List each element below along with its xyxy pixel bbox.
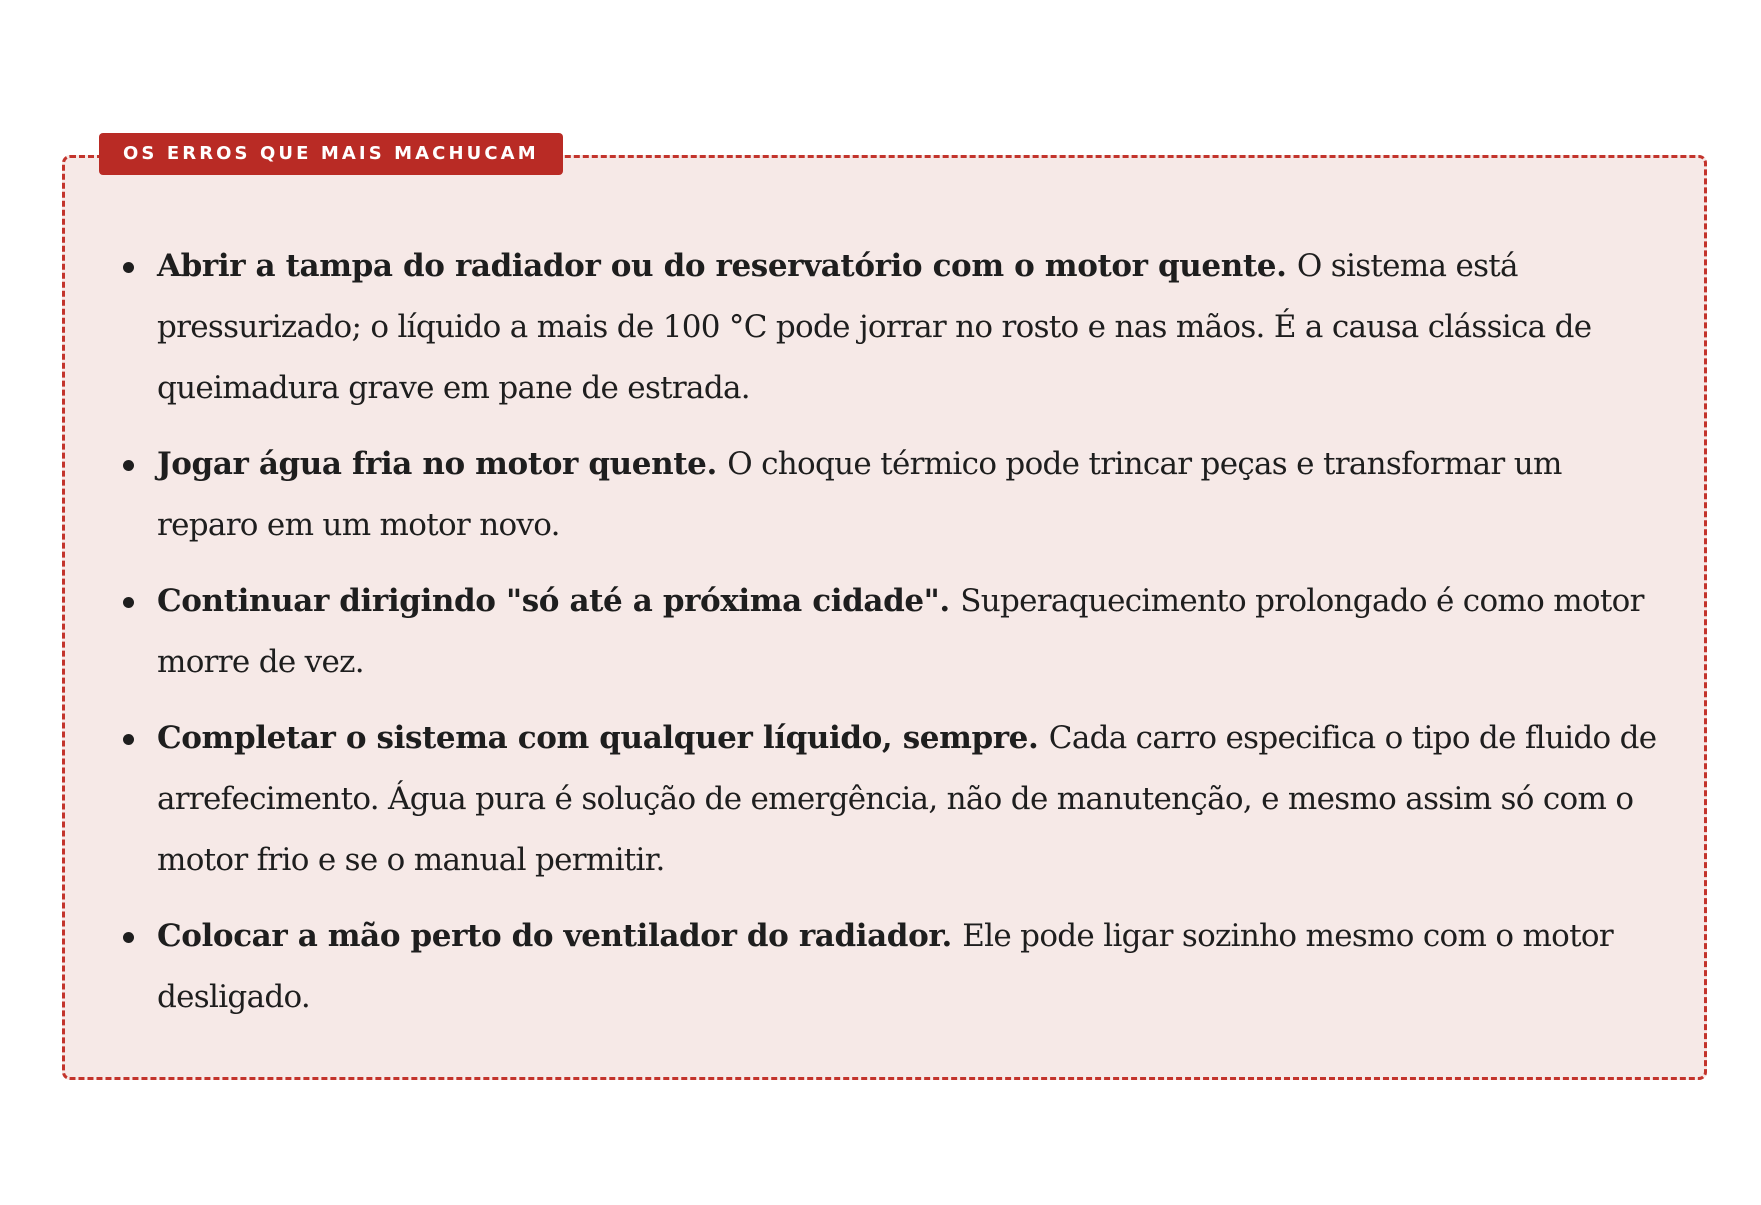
bullet-icon [123,460,134,471]
bullet-icon [123,932,134,943]
error-list [65,236,1704,1043]
item-text: Ele pode ligar sozinho mesmo com o motor desligado. [157,918,1613,1015]
list-item [65,236,1704,419]
bullet-icon [123,597,134,608]
callout-label: OS ERROS QUE MAIS MACHUCAM [99,133,563,175]
item-lead: Abrir a tampa do radiador ou do reservatório com o motor quente. [157,248,1297,284]
list-item [65,906,1704,1028]
item-lead: Completar o sistema com qualquer líquido, sempre. [157,720,1049,756]
item-text: O choque térmico pode trincar peças e transformar um reparo em um motor novo. [157,446,1562,543]
warning-callout-box [62,143,1707,1080]
bullet-icon [123,734,134,745]
item-lead: Jogar água fria no motor quente. [157,446,728,482]
list-item [65,434,1704,556]
bullet-icon [123,262,134,273]
item-text: Superaquecimento prolongado é como motor morre de vez. [157,583,1644,680]
list-item [65,708,1704,891]
item-text: Cada carro especifica o tipo de fluido de arrefecimento. Água pura é solução de emergência, não de manutenção, e mesmo assim só com o motor frio e se o manual permitir. [157,720,1657,878]
list-item [65,571,1704,693]
item-text: O sistema está pressurizado; o líquido a mais de 100 °C pode jorrar no rosto e nas mãos. É a causa clássica de queimadura grave em pane de estrada. [157,248,1592,406]
item-lead: Continuar dirigindo "só até a próxima cidade". [157,583,961,619]
item-lead: Colocar a mão perto do ventilador do radiador. [157,918,963,954]
